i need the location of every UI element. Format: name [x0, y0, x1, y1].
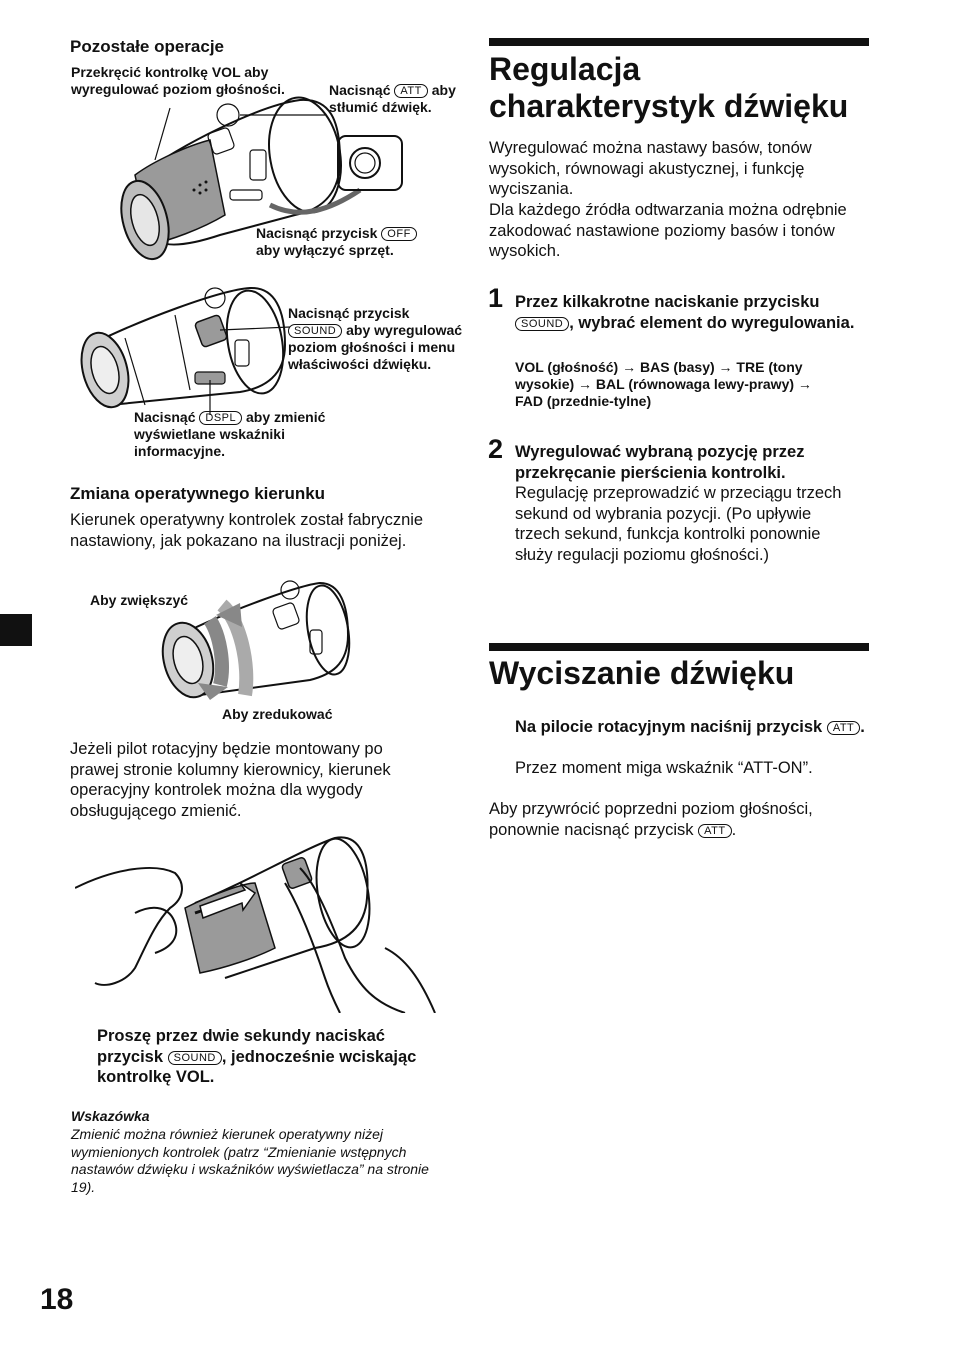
- hold-instruction: [97, 1026, 442, 1088]
- sound-title: Regulacja charakterystyk dźwięku: [489, 51, 849, 124]
- off-instruction: [256, 225, 426, 259]
- heading-bar-sound: [489, 38, 869, 46]
- page-number: 18: [40, 1283, 74, 1316]
- att-pre-text: Nacisnąć: [329, 82, 391, 98]
- sound-instruction: [288, 305, 463, 373]
- step-2-number: 2: [488, 434, 504, 464]
- mute-bold-text: Na pilocie rotacyjnym naciśnij przycisk: [515, 718, 823, 736]
- step-1-number: 1: [488, 283, 504, 313]
- sound-key: SOUND: [288, 324, 342, 338]
- step-1-post-text: , wybrać element do wyregulowania.: [569, 313, 855, 332]
- step-1-sound-key: SOUND: [515, 317, 569, 331]
- step-2-bold: Wyregulować wybraną pozycję przez przekręcanie pierścienia kontrolki.: [515, 443, 805, 482]
- restore-att-key: ATT: [698, 824, 731, 838]
- att-key: ATT: [394, 84, 427, 98]
- decrease-label: Aby zredukować: [222, 706, 333, 722]
- mute-title: Wyciszanie dźwięku: [489, 655, 795, 691]
- hand-press-figure: [75, 828, 445, 1013]
- sound-intro-2: Dla każdego źródła odtwarzania można odrębnie zakodować nastawione poziomy basów i tonów wysokich.: [489, 201, 847, 260]
- sound-pre-text: Nacisnąć przycisk: [288, 305, 410, 321]
- step-1-sequence: VOL (głośność) → BAS (basy) → TRE (tony wysokie) → BAL (równowaga lewy-prawy) → FAD (przednie-tylne): [515, 359, 812, 409]
- sound-post-text: aby wyregulować poziom głośności i menu właściwości dźwięku.: [288, 322, 463, 372]
- dspl-pre-text: Nacisnąć: [134, 409, 196, 425]
- step-1-text: [515, 292, 865, 333]
- off-key: OFF: [381, 227, 417, 241]
- mute-att-key: ATT: [827, 721, 860, 735]
- sound-intro: Wyregulować można nastawy basów, tonów wysokich, równowagi akustycznej, i funkcję wyciszania.: [489, 139, 812, 198]
- mount-text: Jeżeli pilot rotacyjny będzie montowany po prawej stronie kolumny kierownicy, kierunek operacyjny kontrolek można dla wygody obsługującego zmienić.: [70, 740, 391, 820]
- restore-post-text: .: [731, 820, 737, 839]
- dspl-post-text: aby zmienić wyświetlane wskaźniki informacyjne.: [134, 409, 326, 459]
- off-post-text: aby wyłączyć sprzęt.: [256, 242, 394, 258]
- direction-title: Zmiana operatywnego kierunku: [70, 484, 326, 503]
- off-pre-text: Nacisnąć przycisk: [256, 225, 378, 241]
- vol-instruction: Przekręcić kontrolkę VOL aby wyregulować poziom głośności.: [71, 64, 285, 97]
- heading-bar-mute: [489, 643, 869, 651]
- section-title-other-operations: Pozostałe operacje: [70, 37, 225, 56]
- tip-text: Zmienić można również kierunek operatywny niżej wymienionych kontrolek (patrz “Zmienianie wstępnych nastawów dźwięku i wskaźników wyświetlacza” na stronie 19).: [71, 1126, 429, 1195]
- rotary-commander-figure-2: [70, 280, 300, 420]
- dspl-key: DSPL: [199, 411, 242, 425]
- step-2-text: Regulację przeprowadzić w przeciągu trzech sekund od wybrania pozycji. (Po upływie trzech sekund, funkcja kontrolki ponownie służy regulacji poziomu głośności.): [515, 484, 842, 564]
- increase-label: Aby zwiększyć: [90, 592, 189, 608]
- dspl-instruction: [134, 409, 334, 460]
- section-tab-marker: [0, 614, 32, 646]
- att-post-text: aby stłumić dźwięk.: [329, 82, 456, 115]
- hold-post-text: , jednocześnie wciskając kontrolkę VOL.: [97, 1047, 417, 1086]
- restore-pre-text: Aby przywrócić poprzedni poziom głośności, ponownie nacisnąć przycisk: [489, 800, 813, 839]
- att-instruction: [329, 82, 459, 116]
- mute-instruction: [515, 717, 865, 738]
- mute-text: Przez moment miga wskaźnik “ATT-ON”.: [515, 759, 813, 777]
- hold-pre-text: Proszę przez dwie sekundy naciskać przycisk: [97, 1027, 385, 1066]
- direction-text: Kierunek operatywny kontrolek został fabrycznie nastawiony, jak pokazano na ilustracji poniżej.: [70, 511, 424, 550]
- tip-title: Wskazówka: [71, 1108, 150, 1124]
- mute-period: .: [860, 718, 865, 736]
- step-1-pre-text: Przez kilkakrotne naciskanie przycisku: [515, 293, 820, 311]
- hold-sound-key: SOUND: [168, 1051, 222, 1065]
- restore-text: [489, 799, 864, 840]
